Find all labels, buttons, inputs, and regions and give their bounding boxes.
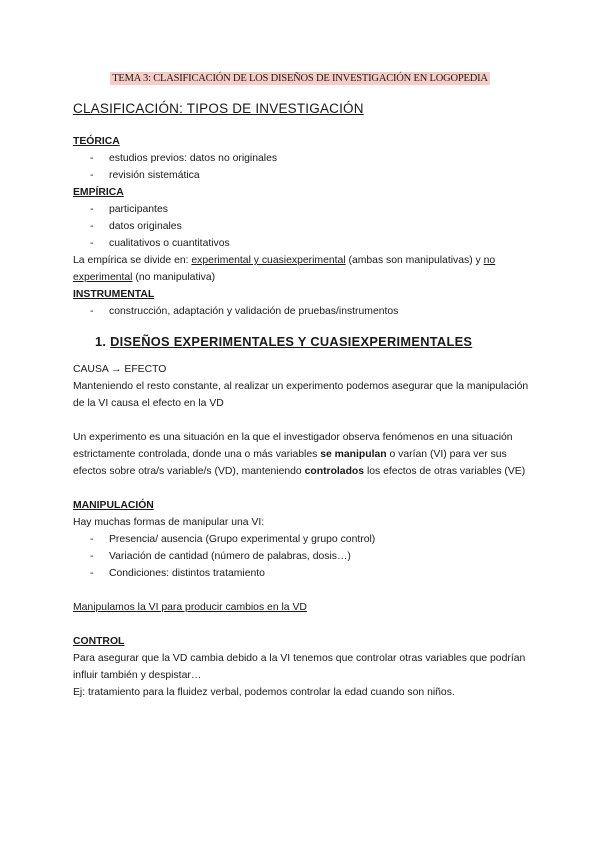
section-heading: [95, 333, 533, 350]
topic-title-highlight: TEMA 3: CLASIFICACIÓN DE LOS DISEÑOS DE INVESTIGACIÓN EN LOGOPEDIA: [112, 73, 488, 84]
spacer: [73, 616, 533, 633]
list-item: - construcción, adaptación y validación de pruebas/instrumentos: [73, 303, 533, 320]
manipulacion-note: Manipulamos la VI para producir cambios en la VD: [73, 602, 307, 613]
section-title: DISEÑOS EXPERIMENTALES Y CUASIEXPERIMENTALES: [110, 334, 473, 349]
list-item: - Variación de cantidad (número de palabras, dosis…): [73, 548, 533, 565]
manipulacion-intro: Hay muchas formas de manipular una VI:: [73, 517, 265, 528]
list-item: - cualitativos o cuantitativos: [73, 235, 533, 252]
spacer: [73, 412, 533, 429]
cause-effect: CAUSA → EFECTO: [73, 364, 167, 375]
manipulacion-list: [73, 531, 533, 582]
cause-text: Manteniendo el resto constante, al realizar un experimento podemos asegurar que la manipulación de la VI causa el efecto en la VD: [73, 381, 529, 409]
document-body: [73, 133, 533, 701]
classification-heading: CLASIFICACIÓN: TIPOS DE INVESTIGACIÓN: [73, 101, 364, 116]
topic-title: [0, 70, 600, 87]
spacer: [73, 582, 533, 599]
list-item: - revisión sistemática: [73, 167, 533, 184]
division-experimental: experimental y cuasiexperimental: [191, 255, 346, 266]
instrumental-label: INSTRUMENTAL: [73, 289, 155, 300]
list-item: - Presencia/ ausencia (Grupo experimental y grupo control): [73, 531, 533, 548]
control-example: Ej: tratamiento para la fluidez verbal, podemos controlar la edad cuando son niños.: [73, 687, 455, 698]
division-prefix: La empírica se divide en:: [73, 255, 192, 266]
teorica-list: [73, 150, 533, 184]
experiment-definition: [73, 429, 533, 480]
empirica-division: [73, 252, 533, 286]
division-middle: (ambas son manipulativas) y: [345, 255, 484, 266]
definition-part: Un experimento es una situación en la que el investigador observa fenómenos en una situación estrictamente controlada, donde una o más variables: [73, 432, 513, 460]
definition-bold: controlados: [304, 466, 365, 477]
empirica-label: EMPÍRICA: [73, 187, 124, 198]
section-number: 1.: [95, 334, 107, 349]
definition-part: los efectos de otras variables (VE): [364, 466, 526, 477]
division-suffix: (no manipulativa): [132, 272, 216, 283]
teorica-label: TEÓRICA: [73, 136, 120, 147]
list-item: - participantes: [73, 201, 533, 218]
empirica-list: [73, 201, 533, 252]
control-label: CONTROL: [73, 636, 125, 647]
division-no-experimental: no experimental: [73, 255, 496, 283]
spacer: [73, 480, 533, 497]
manipulacion-label: MANIPULACIÓN: [73, 500, 154, 511]
list-item: - estudios previos: datos no originales: [73, 150, 533, 167]
list-item: - datos originales: [73, 218, 533, 235]
list-item: - Condiciones: distintos tratamiento: [73, 565, 533, 582]
control-text: Para asegurar que la VD cambia debido a la VI tenemos que controlar otras variables que podrían influir también y despistar…: [73, 653, 526, 681]
instrumental-list: [73, 303, 533, 320]
definition-bold: se manipulan: [320, 449, 387, 460]
definition-part: o varían (VI) para ver sus efectos sobre otra/s variable/s (VD), manteniendo: [73, 449, 507, 477]
